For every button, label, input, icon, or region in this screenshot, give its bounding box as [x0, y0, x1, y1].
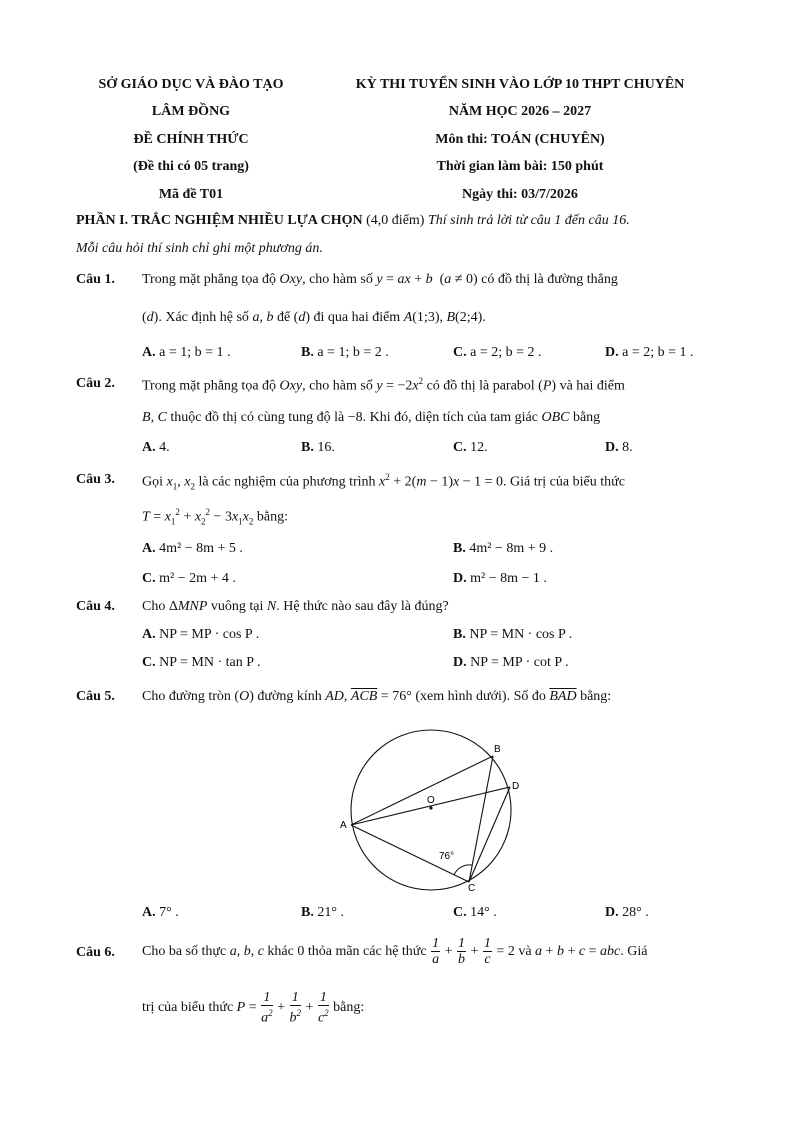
exam-title: KỲ THI TUYỂN SINH VÀO LỚP 10 THPT CHUYÊN — [355, 77, 685, 92]
q4-option-a[interactable]: A. NP = MP · cos P . — [142, 627, 260, 642]
q1-text-line2: (d). Xác định hệ số a, b để (d) đi qua hai điểm A(1;3), B(2;4). — [142, 310, 486, 325]
part1-title: PHẦN I. TRẮC NGHIỆM NHIỀU LỰA CHỌN — [76, 213, 363, 228]
q5-circle-figure — [335, 727, 525, 897]
q1-option-b[interactable]: B. a = 1; b = 2 . — [301, 345, 389, 360]
q1-option-a[interactable]: A. a = 1; b = 1 . — [142, 345, 231, 360]
q3-option-c[interactable]: C. m² − 2m + 4 . — [142, 571, 236, 586]
label-a: A — [340, 820, 347, 831]
label-c: C — [468, 883, 476, 894]
q4-text: Cho ΔMNP vuông tại N. Hệ thức nào sau đây là đúng? — [142, 599, 449, 614]
q5-option-a[interactable]: A. 7° . — [142, 905, 179, 920]
part1-instruction-2: Mỗi câu hỏi thí sinh chỉ ghi một phương án. — [76, 241, 323, 256]
q2-option-d[interactable]: D. 8. — [605, 440, 633, 455]
q3-label: Câu 3. — [76, 472, 115, 487]
q2-option-b[interactable]: B. 16. — [301, 440, 335, 455]
part1-points: (4,0 điểm) — [362, 213, 428, 228]
segment-ab — [351, 756, 493, 825]
q2-text-line2: B, C thuộc đồ thị có cùng tung độ là −8. Khi đó, diện tích của tam giác OBC bằng — [142, 410, 601, 425]
part1-instruction: Thí sinh trả lời từ câu 1 đến câu 16. — [427, 213, 630, 228]
q3-option-d[interactable]: D. m² − 8m − 1 . — [453, 571, 547, 586]
center-point-o — [429, 806, 432, 809]
q1-option-c[interactable]: C. a = 2; b = 2 . — [453, 345, 542, 360]
q1-option-d[interactable]: D. a = 2; b = 1 . — [605, 345, 694, 360]
province-name: LÂM ĐỒNG — [151, 104, 231, 119]
school-year: NĂM HỌC 2026 – 2027 — [448, 104, 592, 119]
q5-option-c[interactable]: C. 14° . — [453, 905, 497, 920]
q3-text-line1: Gọi $x_1$, $x_2$ là các nghiệm của phương trình $x^2 + 2(m - 1)x - 1 = 0$. Giá trị của biểu thức — [142, 472, 625, 492]
page-count: (Đề thi có 05 trang) — [133, 159, 249, 174]
q2-label: Câu 2. — [76, 376, 115, 391]
q5-text: Cho đường tròn (O) đường kính AD, $\overline{ACB} = 76^\circ$ (xem hình dưới). Số đo $\overline{BAD}$ bằng: — [142, 689, 612, 704]
label-d: D — [512, 781, 520, 792]
segment-bc — [469, 756, 493, 882]
q3-option-b[interactable]: B. 4m² − 8m + 9 . — [453, 541, 554, 556]
q4-label: Câu 4. — [76, 599, 115, 614]
q5-option-b[interactable]: B. 21° . — [301, 905, 344, 920]
q3-text-line2: $T = x_1^2 + x_2^2 - 3x_1x_2$ bằng: — [142, 507, 288, 527]
duration: Thời gian làm bài: 150 phút — [436, 159, 604, 174]
q3-option-a[interactable]: A. 4m² − 8m + 5 . — [142, 541, 243, 556]
label-o: O — [427, 795, 435, 806]
circle-o — [351, 730, 511, 890]
q4-option-d[interactable]: D. NP = MP · cot P . — [453, 655, 569, 670]
q5-label: Câu 5. — [76, 689, 115, 704]
dept-name: SỞ GIÁO DỤC VÀ ĐÀO TẠO — [98, 77, 284, 92]
q5-option-d[interactable]: D. 28° . — [605, 905, 649, 920]
exam-code: Mã đề T01 — [158, 187, 224, 202]
segment-dc — [469, 787, 510, 882]
q4-option-c[interactable]: C. NP = MN · tan P . — [142, 655, 261, 670]
official-label: ĐỀ CHÍNH THỨC — [133, 132, 249, 147]
q1-label: Câu 1. — [76, 272, 115, 287]
q2-option-c[interactable]: C. 12. — [453, 440, 488, 455]
angle-arc-c — [454, 865, 472, 875]
q6-label: Câu 6. — [76, 945, 115, 960]
q6-text-line2: trị của biểu thức P = $\frac{1}{a^2}$ + $\frac{1}{b^2}$ + $\frac{1}{c^2}$ bằng: — [142, 990, 365, 1026]
q4-option-b[interactable]: B. NP = MN · cos P . — [453, 627, 573, 642]
label-b: B — [494, 744, 501, 755]
q1-text-line1: Trong mặt phẳng tọa độ Oxy, cho hàm số y = ax + b (a ≠ 0) có đồ thị là đường thẳng — [142, 272, 618, 287]
part1-heading — [76, 213, 630, 229]
q6-text-line1: Cho ba số thực a, b, c khác 0 thỏa mãn các hệ thức $\frac{1}{a}$ + $\frac{1}{b}$ + $\frac{1}{c}$ = 2 và a + b + c = abc. Giá — [142, 936, 648, 968]
label-angle-76: 76° — [439, 851, 455, 862]
subject: Môn thi: TOÁN (CHUYÊN) — [435, 132, 605, 147]
q2-option-a[interactable]: A. 4. — [142, 440, 170, 455]
q2-text-line1: Trong mặt phẳng tọa độ Oxy, cho hàm số $y = -2x^2$ có đồ thị là parabol (P) và hai điểm — [142, 376, 625, 394]
exam-date: Ngày thi: 03/7/2026 — [462, 187, 578, 202]
